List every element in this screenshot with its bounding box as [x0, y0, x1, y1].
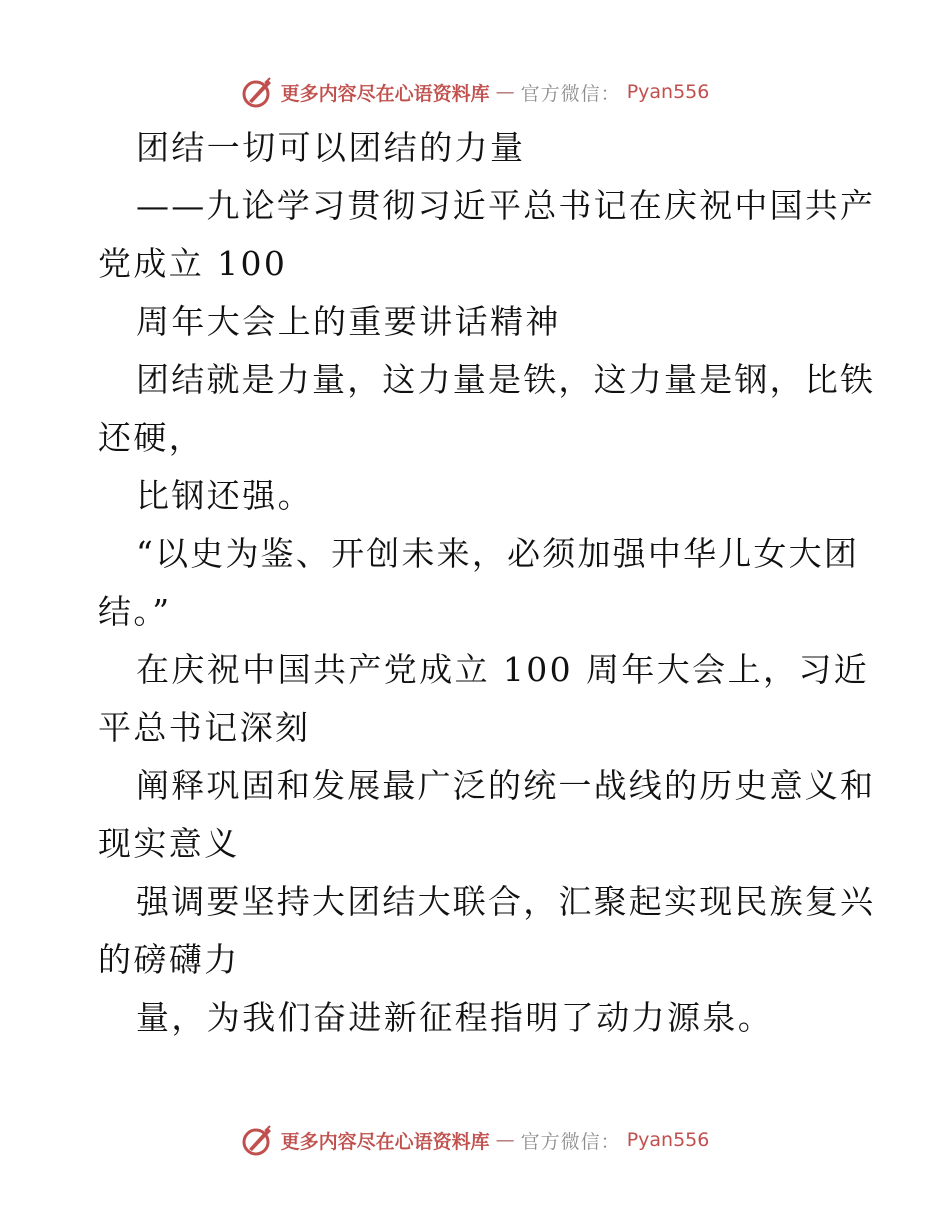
- watermark-brand: 更多内容尽在心语资料库: [280, 82, 490, 105]
- paragraph-line: 现实意义: [98, 824, 240, 863]
- footer-watermark: [0, 1120, 950, 1160]
- document-subtitle-line-2: 党成立 100: [98, 244, 288, 283]
- paragraph-line: 还硬，: [98, 418, 205, 457]
- quill-pen-logo-icon: [241, 75, 275, 109]
- header-watermark: [0, 72, 950, 112]
- paragraph-line: 量，为我们奋进新征程指明了动力源泉。: [136, 998, 774, 1037]
- watermark-label: 官方微信：: [520, 1130, 621, 1153]
- watermark-separator: —: [495, 1129, 515, 1151]
- paragraph-line: 比钢还强。: [136, 476, 313, 515]
- paragraph-line: 团结就是力量，这力量是铁，这力量是钢，比铁: [136, 360, 876, 399]
- paragraph-line: 阐释巩固和发展最广泛的统一战线的历史意义和: [136, 766, 876, 805]
- watermark-separator: —: [495, 81, 515, 103]
- paragraph-line: “以史为鉴、开创未来，必须加强中华儿女大团: [136, 534, 860, 573]
- document-title: 团结一切可以团结的力量: [136, 128, 526, 167]
- watermark-brand: 更多内容尽在心语资料库: [280, 1130, 490, 1153]
- document-subtitle-line-3: 周年大会上的重要讲话精神: [136, 302, 561, 341]
- watermark-label: 官方微信：: [520, 82, 621, 105]
- paragraph-line: 的磅礴力: [98, 940, 240, 979]
- paragraph-line: 结。”: [98, 592, 172, 631]
- paragraph-line: 强调要坚持大团结大联合，汇聚起实现民族复兴: [136, 882, 876, 921]
- watermark-wechat-id: Pyan556: [626, 1129, 710, 1151]
- document-subtitle-line-1: ——九论学习贯彻习近平总书记在庆祝中国共产: [136, 186, 876, 225]
- paragraph-line: 平总书记深刻: [98, 708, 311, 747]
- watermark-wechat-id: Pyan556: [626, 81, 710, 103]
- quill-pen-logo-icon: [241, 1123, 275, 1157]
- paragraph-line: 在庆祝中国共产党成立 100 周年大会上，习近: [136, 650, 870, 689]
- document-body: [98, 119, 876, 1047]
